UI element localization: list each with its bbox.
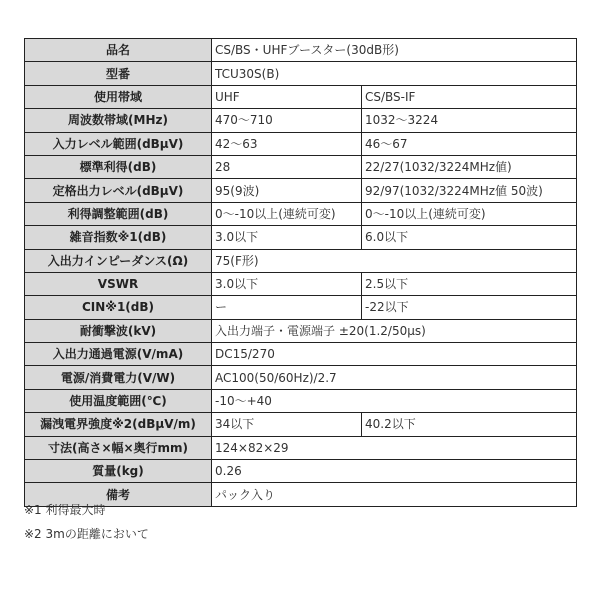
- spec-value: 22/27(1032/3224MHz値): [362, 155, 577, 178]
- spec-value: 40.2以下: [362, 413, 577, 436]
- spec-label: 寸法(高さ×幅×奥行mm): [25, 436, 212, 459]
- spec-value: 1032～3224: [362, 109, 577, 132]
- spec-value: 46～67: [362, 132, 577, 155]
- spec-value: DC15/270: [212, 343, 577, 366]
- spec-table: [24, 38, 577, 507]
- spec-value: 92/97(1032/3224MHz値 50波): [362, 179, 577, 202]
- spec-value: 6.0以下: [362, 226, 577, 249]
- spec-value: パック入り: [212, 483, 577, 506]
- spec-label: 質量(kg): [25, 460, 212, 483]
- spec-row: [25, 155, 577, 178]
- spec-row: [25, 413, 577, 436]
- spec-value: 0～-10以上(連続可変): [362, 202, 577, 225]
- spec-label: 定格出力レベル(dBμV): [25, 179, 212, 202]
- spec-label: 使用温度範囲(℃): [25, 389, 212, 412]
- spec-row: [25, 319, 577, 342]
- spec-row: [25, 389, 577, 412]
- spec-label: 周波数帯域(MHz): [25, 109, 212, 132]
- spec-label: 漏洩電界強度※2(dBμV/m): [25, 413, 212, 436]
- spec-value: 42～63: [212, 132, 362, 155]
- spec-value: ー: [212, 296, 362, 319]
- spec-label: CIN※1(dB): [25, 296, 212, 319]
- spec-label: 入出力通過電源(V/mA): [25, 343, 212, 366]
- spec-label: 耐衝撃波(kV): [25, 319, 212, 342]
- spec-row: [25, 85, 577, 108]
- spec-table-body: [25, 39, 577, 507]
- spec-row: [25, 272, 577, 295]
- spec-label: 備考: [25, 483, 212, 506]
- spec-label: 型番: [25, 62, 212, 85]
- spec-label: 品名: [25, 39, 212, 62]
- spec-label: 使用帯域: [25, 85, 212, 108]
- spec-label: VSWR: [25, 272, 212, 295]
- spec-label: 入出力インピーダンス(Ω): [25, 249, 212, 272]
- footnote-1: ※1 利得最大時: [24, 503, 106, 517]
- spec-value: 470～710: [212, 109, 362, 132]
- spec-value: 95(9波): [212, 179, 362, 202]
- spec-value: 入出力端子・電源端子 ±20(1.2/50μs): [212, 319, 577, 342]
- spec-value: 34以下: [212, 413, 362, 436]
- spec-label: 入力レベル範囲(dBμV): [25, 132, 212, 155]
- spec-row: [25, 249, 577, 272]
- spec-value: 2.5以下: [362, 272, 577, 295]
- footnotes: [24, 503, 149, 551]
- spec-value: -22以下: [362, 296, 577, 319]
- footnote-2: ※2 3mの距離において: [24, 527, 149, 541]
- spec-value: AC100(50/60Hz)/2.7: [212, 366, 577, 389]
- spec-value: UHF: [212, 85, 362, 108]
- spec-value: 0.26: [212, 460, 577, 483]
- spec-label: 標準利得(dB): [25, 155, 212, 178]
- spec-row: [25, 179, 577, 202]
- spec-label: 利得調整範囲(dB): [25, 202, 212, 225]
- spec-value: TCU30S(B): [212, 62, 577, 85]
- spec-label: 電源/消費電力(V/W): [25, 366, 212, 389]
- spec-row: [25, 132, 577, 155]
- spec-row: [25, 460, 577, 483]
- spec-value: 124×82×29: [212, 436, 577, 459]
- spec-value: 75(F形): [212, 249, 577, 272]
- spec-row: [25, 62, 577, 85]
- spec-value: 3.0以下: [212, 272, 362, 295]
- spec-label: 雑音指数※1(dB): [25, 226, 212, 249]
- spec-row: [25, 296, 577, 319]
- spec-row: [25, 366, 577, 389]
- spec-row: [25, 39, 577, 62]
- spec-row: [25, 226, 577, 249]
- spec-value: 0～-10以上(連続可変): [212, 202, 362, 225]
- spec-row: [25, 202, 577, 225]
- spec-row: [25, 343, 577, 366]
- spec-value: CS/BS・UHFブースター(30dB形): [212, 39, 577, 62]
- spec-value: 3.0以下: [212, 226, 362, 249]
- spec-row: [25, 109, 577, 132]
- spec-value: CS/BS-IF: [362, 85, 577, 108]
- spec-value: -10～+40: [212, 389, 577, 412]
- spec-row: [25, 436, 577, 459]
- spec-value: 28: [212, 155, 362, 178]
